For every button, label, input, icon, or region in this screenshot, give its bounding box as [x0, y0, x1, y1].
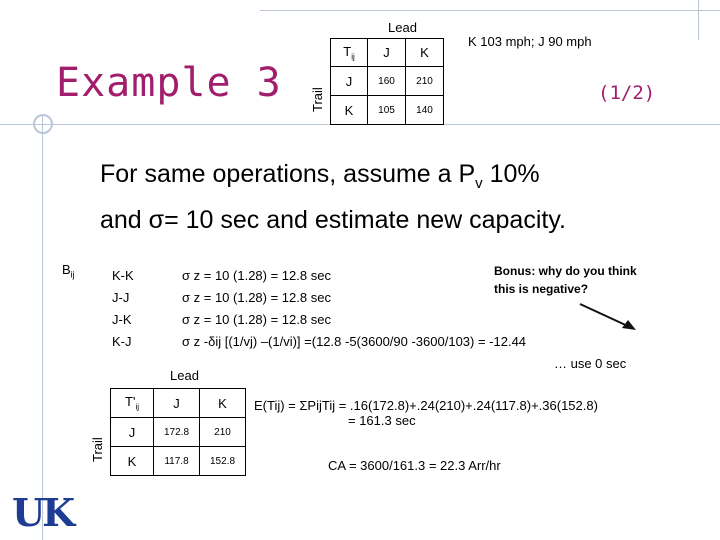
bottom-trail-label: Trail [90, 437, 105, 462]
bonus-line: Bonus: why do you think [494, 264, 637, 278]
use-zero-note: … use 0 sec [554, 356, 627, 371]
bij-label: $B_{ij}$ [62, 262, 75, 280]
top-lead-label: Lead [388, 20, 417, 35]
pair-label: K-K [112, 268, 134, 283]
pair-labels [112, 265, 134, 353]
formula-line: σ z -δij [(1/vj) –(1/vi)] =(12.8 -5(3600/90 -3600/103) = -12.44 [182, 334, 527, 349]
bottom-matrix-row-header: K [111, 447, 154, 476]
expectation-line: E(Tij) = ΣPijTij = .16(172.8)+.24(210)+.24(117.8)+.36(152.8) [254, 398, 598, 413]
prompt-line-1: For same operations, assume a $P_v$ 10% [100, 160, 540, 192]
deco-top-line [260, 10, 720, 11]
pair-label: J-J [112, 290, 130, 305]
top-matrix-col-header: J [368, 39, 406, 67]
bottom-matrix-cell: 152.8 [200, 447, 246, 476]
deco-circle [33, 114, 53, 134]
bottom-matrix-col-header: K [200, 389, 246, 418]
bottom-matrix-cell: 172.8 [154, 418, 200, 447]
bottom-matrix-table [110, 388, 246, 476]
bottom-matrix-cell: 117.8 [154, 447, 200, 476]
bottom-matrix-col-header: J [154, 389, 200, 418]
top-matrix-cell: 105 [368, 96, 406, 125]
bonus-arrow-icon [570, 298, 650, 338]
formula-line: σ z = 10 (1.28) = 12.8 sec [182, 312, 331, 327]
top-matrix-cell: 160 [368, 67, 406, 96]
top-matrix-cell: 210 [406, 67, 444, 96]
formula-line: σ z = 10 (1.28) = 12.8 sec [182, 268, 331, 283]
top-matrix-table [330, 38, 444, 125]
page-indicator: (1/2) [598, 82, 656, 104]
bottom-matrix-cell: 210 [200, 418, 246, 447]
top-matrix-cell: 140 [406, 96, 444, 125]
bottom-matrix-row-header: J [111, 418, 154, 447]
bonus-note [494, 262, 637, 298]
university-logo: UK [12, 490, 73, 535]
deco-left-vertical [42, 116, 43, 540]
pair-label: K-J [112, 334, 132, 349]
bottom-lead-label: Lead [170, 368, 199, 383]
pair-label: J-K [112, 312, 132, 327]
top-matrix-row-header: K [331, 96, 368, 125]
bonus-line: this is negative? [494, 282, 589, 296]
top-trail-label: Trail [310, 87, 325, 112]
slide-title: Example 3 [56, 60, 282, 106]
deco-right-line [698, 0, 699, 40]
capacity-result: CA = 3600/161.3 = 22.3 Arr/hr [328, 458, 501, 473]
prompt-text [100, 156, 566, 238]
expectation-line: = 161.3 sec [348, 413, 416, 428]
expectation-formula [254, 398, 598, 428]
formula-list [182, 265, 526, 353]
top-matrix-row-header: J [331, 67, 368, 96]
top-matrix-col-header: K [406, 39, 444, 67]
top-matrix-corner: $T_{ij}$ [331, 39, 368, 67]
bottom-matrix-corner: $T'_{ij}$ [111, 389, 154, 418]
formula-line: σ z = 10 (1.28) = 12.8 sec [182, 290, 331, 305]
prompt-line-2: and σ= 10 sec and estimate new capacity. [100, 206, 566, 234]
speed-note: K 103 mph; J 90 mph [468, 34, 592, 49]
